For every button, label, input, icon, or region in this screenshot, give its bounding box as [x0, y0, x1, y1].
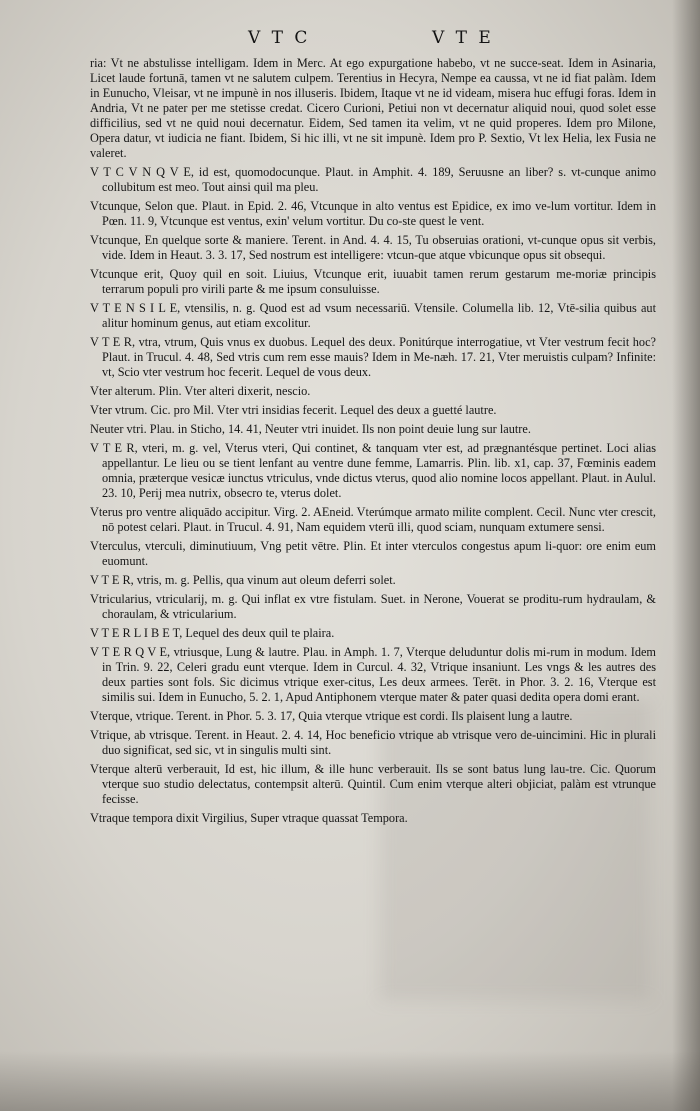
header-right: V T E [432, 28, 494, 48]
entry-vtensile: V T E N S I L E, vtensilis, n. g. Quod est ad vsum necessariū. Vtensile. Columella lib. 12, Vtē-silia quibus aut alitur hominum genus, aut etiam excolitur. [90, 301, 656, 330]
entry-vter-vtris: V T E R, vtris, m. g. Pellis, qua vinum aut oleum deferri solet. [90, 573, 396, 587]
entry-vter-vteri: V T E R, vteri, m. g. vel, Vterus vteri, Qui continet, & tanquam vter est, ad prægnantésque pertinet. Loci alias appellantur. Le lieu ou se tient lenfant au ventre dune femme, Lamarris. Plin. lib. x1, cap. 37, Fœminis eadem omnia, præterque vesicæ iunctus vtriculus, vnde dictus vterus, quod alio nomine locos appellant. Plaut. in Aulul. 23. 10, Perij mea nutrix, obsecro te, vterus dolet. [90, 441, 656, 500]
entry-vterculus: Vterculus, vterculi, diminutiuum, Vng petit vētre. Plin. Et inter vterculos congestus apum li-quor: ore enim eum euomunt. [90, 539, 656, 568]
entry-vtricularius: Vtricularius, vtricularij, m. g. Qui inflat ex vtre fistulam. Suet. in Nerone, Vouerat se proditu-rum hydraulam, & choraulam, & vtricularium. [90, 592, 656, 621]
entry-vter-alterum: Vter alterum. Plin. Vter alteri dixerit, nescio. [90, 384, 311, 398]
entry-neuter-vtri: Neuter vtri. Plau. in Sticho, 14. 41, Neuter vtri inuidet. Ils non point deuie lung sur lautre. [90, 422, 531, 436]
entry-vtcunque-erit: Vtcunque erit, Quoy quil en soit. Liuius, Vtcunque erit, iuuabit tamen rerum gestarum me-moriæ principis terrarum populi pro virili parte & me ipsum consuluisse. [90, 267, 656, 296]
page-edge-shadow-right [672, 0, 700, 1111]
entry-vtcunque: V T C V N Q V E, id est, quomodocunque. Plaut. in Amphit. 4. 189, Seruusne an liber? s. vt-cunque animo collubitum est meo. Tout ainsi quil ma pleu. [90, 165, 656, 194]
entry-vterque: V T E R Q V E, vtriusque, Lung & lautre. Plau. in Amph. 1. 7, Vterque deluduntur dolis mi-rum in modum. Idem in Trin. 9. 22, Celeri gradu eunt vterque. Idem in Curcul. 4. 32, Vtrique insaniunt. Les vngs & les autres des deux parties sont fols. Sic dicimus vtrique exer-citus, Les deux armees. Terēt. in Phor. 3. 2. 16, Vterque est similis sui. Idem in Eunucho, 5. 2. 1, Apud Antiphonem vterque mater & pater quasi dedita opera domi erant. [90, 645, 656, 704]
entry-vtcunque-selon-que: Vtcunque, Selon que. Plaut. in Epid. 2. 46, Vtcunque in alto ventus est Epidice, ex imo ve-lum vortitur. Idem in Pœn. 11. 9, Vtcunque est ventus, exin' velum vortitur. Du co-ste quest le vent. [90, 199, 656, 228]
dictionary-text-column [90, 56, 656, 830]
running-header [0, 28, 700, 50]
entry-vtcunque-sorte: Vtcunque, En quelque sorte & maniere. Terent. in And. 4. 4. 15, Tu obseruias orationi, vt-cunque opus sit verbis, vide. Idem in Heaut. 3. 3. 17, Sed nostrum est intelligere: vtcun-que atque vbicunque opus sit obsequi. [90, 233, 656, 262]
entry-vterque-alterum: Vterque alterū verberauit, Id est, hic illum, & ille hunc verberauit. Ils se sont batus lung lau-tre. Cic. Quorum vterque suo studio delectatus, contempsit alterū. Quintil. Cum enim vterque alteri objiciat, palàm est vtrunque fecisse. [90, 762, 656, 806]
entry-vterus-pro-ventre: Vterus pro ventre aliquādo accipitur. Virg. 2. AEneid. Vterúmque armato milite complent. Cecil. Nunc vter crescit, nō potest celari. Plaut. in Trucul. 4. 91, Nam equidem vterū illi, quod sciam, nunquam extumere sensi. [90, 505, 656, 534]
entry-vter-vtra-vtrum: V T E R, vtra, vtrum, Quis vnus ex duobus. Lequel des deux. Ponitúrque interrogatiue, vt Vter vestrum fecit hoc? Plaut. in Trucul. 4. 48, Sed vtris cum rem esse mauis? Idem in Me-næh. 17. 21, Vter meruistis culpam? Infinite: vt, Scio vter vestrum hoc fecerit. Lequel de vous deux. [90, 335, 656, 379]
entry-vterque-vtrique: Vterque, vtrique. Terent. in Phor. 5. 3. 17, Quia vterque vtrique est cordi. Ils plaisent lung a lautre. [90, 709, 573, 723]
entry-vtraque-tempora: Vtraque tempora dixit Virgilius, Super vtraque quassat Tempora. [90, 811, 408, 825]
entry-continuation: ria: Vt ne abstulisse intelligam. Idem in Merc. At ego expurgatione habebo, vt ne succe-seat. Idem in Asinaria, Licet laude fortunā, tamen vt ne salutem culpem. Terentius in Hecyra, Nempe ea caussa, vt ne id fiat palàm. Idem in Eunucho, Vleisar, vt ne impunè in nos illuseris. Ibidem, Itaque vt ne id videam, misera huc effugi foras. Idem in Andria, Vt ne pater per me stetisse credat. Cicero Curioni, Petiui non vt decernatur aliquid noui, quod solet esse difficilius, sed vt ne quid noui decernatur. Eidem, Sed tamen ita velim, vt ne quid properes. Idem pro Milone, Opera datur, vt iudicia ne fiant. Ibidem, Si hic illi, vt ne sit impunè. Idem pro P. Sextio, Vt lex Helia, lex Fusia ne valeret. [90, 56, 656, 160]
entry-vtrique-ab-vtrisque: Vtrique, ab vtrisque. Terent. in Heaut. 2. 4. 14, Hoc beneficio vtrique ab vtrisque vero de-uincimini. Hic in plurali duo significat, sed sic, vt in singulis multi sint. [90, 728, 656, 757]
page-edge-shadow-bottom [0, 1051, 700, 1111]
entry-vter-vtrum: Vter vtrum. Cic. pro Mil. Vter vtri insidias fecerit. Lequel des deux a guetté lautre. [90, 403, 497, 417]
header-left: V T C [248, 28, 311, 48]
entry-vterlibet: V T E R L I B E T, Lequel des deux quil te plaira. [90, 626, 335, 640]
